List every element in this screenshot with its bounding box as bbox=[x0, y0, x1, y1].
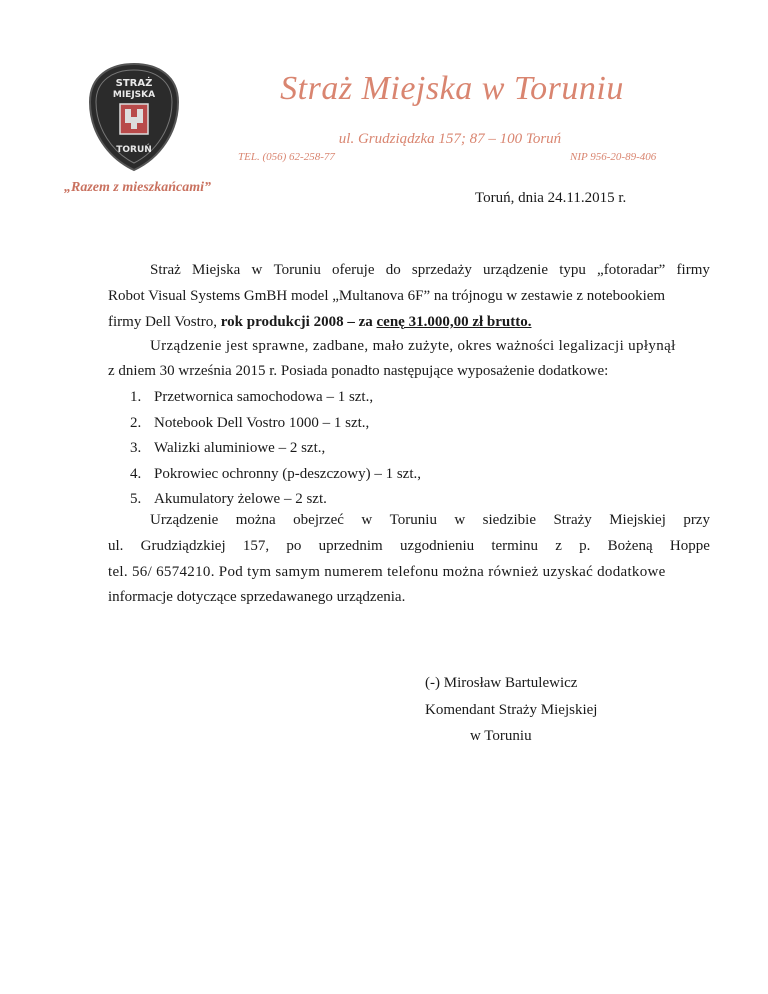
list-item bbox=[130, 466, 421, 492]
organization-phone: TEL. (056) 62-258-77 bbox=[238, 151, 335, 163]
organization-motto: „Razem z mieszkańcami” bbox=[64, 180, 212, 195]
text-run: firmy Dell Vostro, bbox=[108, 314, 221, 330]
list-number: 1. bbox=[130, 389, 142, 405]
word: po bbox=[286, 538, 302, 554]
paragraph-offer-line-3 bbox=[108, 314, 531, 331]
equipment-list bbox=[130, 389, 421, 517]
paragraph-offer-line-1 bbox=[150, 262, 710, 279]
signature-place: w Toruniu bbox=[470, 728, 532, 744]
list-text: Akumulatory żelowe – 2 szt. bbox=[154, 491, 327, 507]
word: z bbox=[555, 538, 562, 554]
letter-date: Toruń, dnia 24.11.2015 r. bbox=[475, 190, 627, 206]
svg-text:STRAŻ: STRAŻ bbox=[115, 78, 153, 89]
word: Hoppe bbox=[669, 538, 710, 554]
production-year: rok produkcji 2008 – za bbox=[220, 314, 377, 330]
organization-address: ul. Grudziądzka 157; 87 – 100 Toruń bbox=[338, 131, 562, 147]
organization-title: Straż Miejska w Toruniu bbox=[280, 70, 624, 107]
list-text: Pokrowiec ochronny (p-deszczowy) – 1 szt., bbox=[154, 465, 422, 482]
list-text: Przetwornica samochodowa – 1 szt., bbox=[154, 389, 374, 405]
paragraph-offer-line-2: Robot Visual Systems GmBH model „Multanova 6F” na trójnogu w zestawie z notebookiem bbox=[108, 288, 666, 304]
word: ul. bbox=[108, 538, 124, 554]
price: cenę 31.000,00 zł brutto. bbox=[376, 314, 532, 330]
word: siedzibie bbox=[482, 512, 536, 528]
word: oferuje bbox=[332, 262, 375, 278]
word: terminu bbox=[491, 538, 539, 554]
list-number: 5. bbox=[130, 491, 142, 507]
word: Grudziądzkiej bbox=[140, 538, 226, 554]
word: 157, bbox=[242, 538, 270, 554]
word: Miejska bbox=[192, 262, 241, 278]
word: Toruniu bbox=[273, 262, 321, 278]
paragraph-viewing-line-2 bbox=[108, 538, 710, 555]
paragraph-condition-line-1: Urządzenie jest sprawne, zadbane, mało zużyte, okres ważności legalizacji upłynął bbox=[150, 338, 676, 354]
word: w bbox=[361, 512, 373, 528]
paragraph-viewing-line-1 bbox=[150, 512, 710, 529]
word: urządzenie bbox=[483, 262, 548, 278]
list-item bbox=[130, 389, 421, 415]
word: sprzedaży bbox=[411, 262, 472, 278]
word: uzgodnieniu bbox=[399, 538, 475, 554]
word: p. bbox=[579, 538, 591, 554]
word: firmy bbox=[676, 262, 710, 278]
word: przy bbox=[683, 512, 710, 528]
organization-nip: NIP 956-20-89-406 bbox=[570, 151, 657, 163]
signature-role: Komendant Straży Miejskiej bbox=[425, 702, 598, 718]
word: Toruniu bbox=[389, 512, 437, 528]
word: można bbox=[235, 512, 276, 528]
city-guard-badge-logo bbox=[88, 62, 180, 172]
list-number: 2. bbox=[130, 414, 142, 431]
word: obejrzeć bbox=[293, 512, 344, 528]
paragraph-viewing-line-4: informacje dotyczące sprzedawanego urządzenia. bbox=[108, 589, 406, 605]
word: typu bbox=[559, 262, 586, 278]
word: Straży bbox=[553, 512, 592, 528]
word: „fotoradar” bbox=[597, 262, 666, 278]
signature-name: (-) Mirosław Bartulewicz bbox=[425, 675, 578, 691]
list-text: Notebook Dell Vostro 1000 – 1 szt., bbox=[154, 414, 370, 431]
list-item bbox=[130, 415, 421, 441]
word: Straż bbox=[150, 262, 181, 278]
list-text: Walizki aluminiowe – 2 szt., bbox=[154, 440, 326, 456]
list-number: 4. bbox=[130, 465, 142, 482]
word: w bbox=[454, 512, 466, 528]
word: do bbox=[385, 262, 401, 278]
paragraph-viewing-line-3: tel. 56/ 6574210. Pod tym samym numerem telefonu można również uzyskać dodatkowe bbox=[108, 564, 666, 580]
word: uprzednim bbox=[318, 538, 383, 554]
list-number: 3. bbox=[130, 440, 142, 456]
word: w bbox=[251, 262, 263, 278]
svg-text:MIEJSKA: MIEJSKA bbox=[112, 90, 156, 100]
word: Miejskiej bbox=[609, 512, 666, 528]
paragraph-condition-line-2: z dniem 30 września 2015 r. Posiada ponadto następujące wyposażenie dodatkowe: bbox=[108, 363, 609, 379]
word: Bożeną bbox=[607, 538, 653, 554]
svg-text:TORUŃ: TORUŃ bbox=[116, 145, 152, 155]
word: Urządzenie bbox=[150, 512, 219, 528]
list-item bbox=[130, 440, 421, 466]
